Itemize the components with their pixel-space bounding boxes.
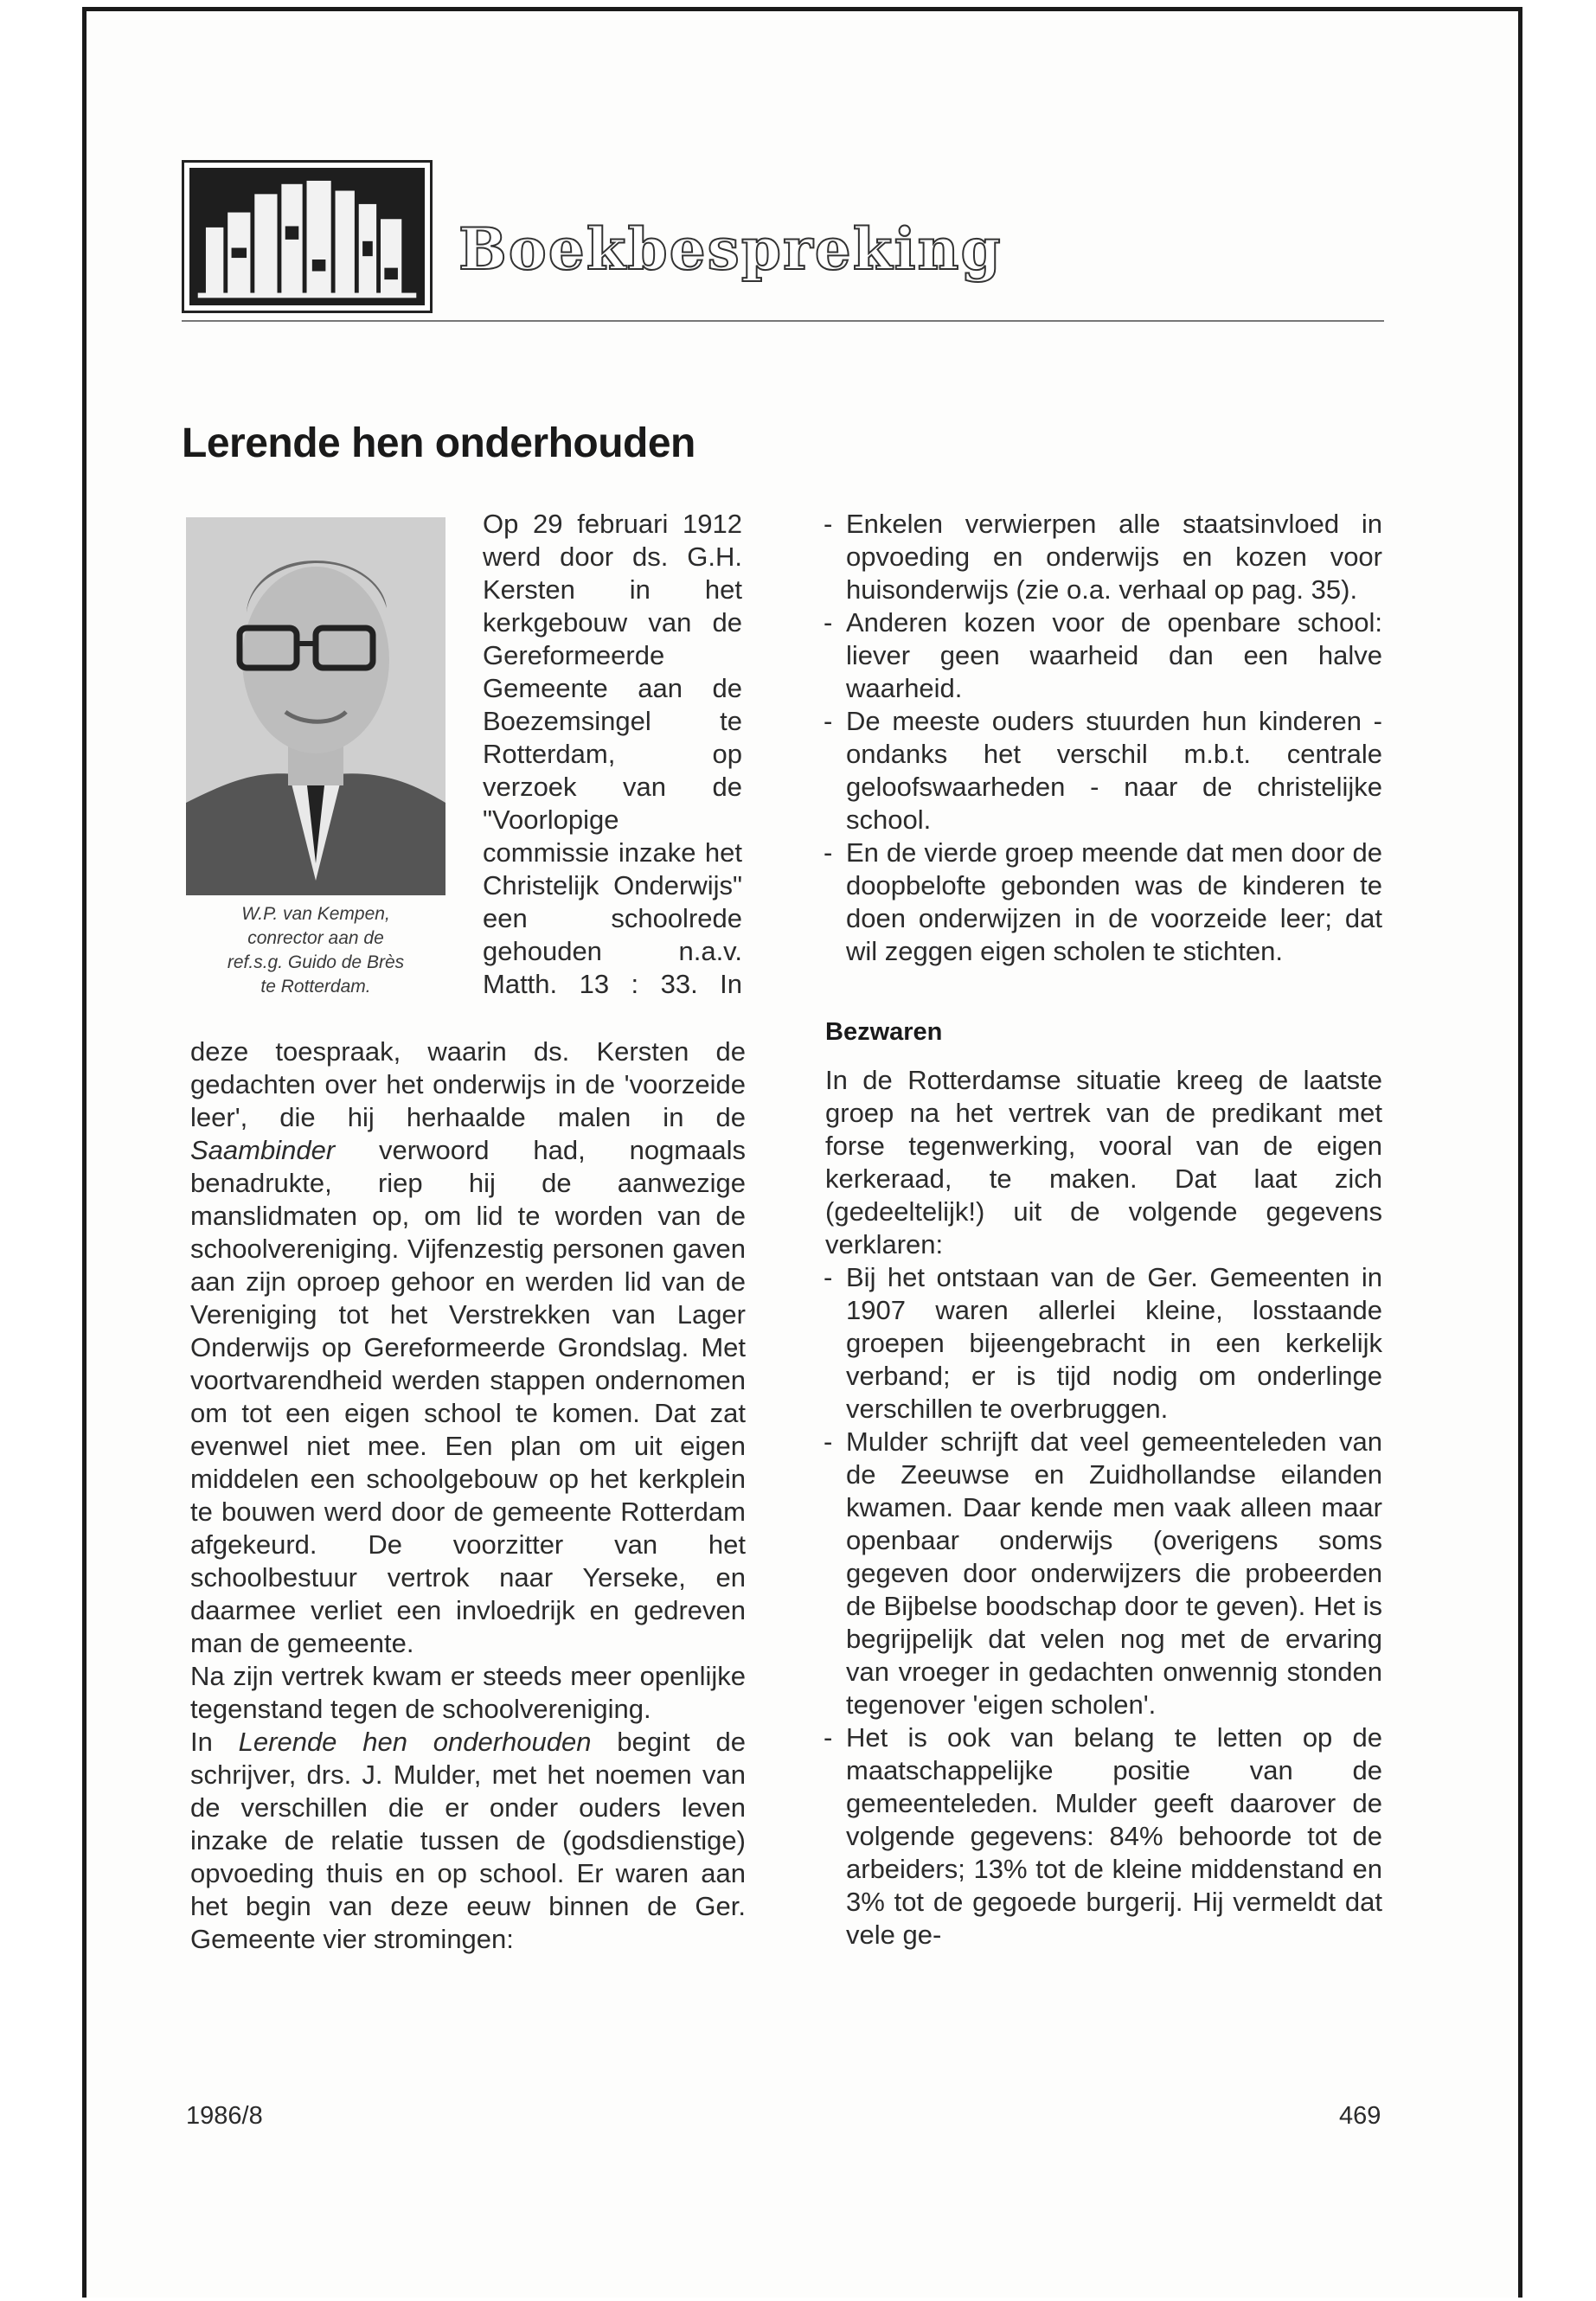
books-on-shelf-icon: [182, 160, 433, 313]
portrait-caption: [173, 902, 458, 999]
body-paragraph-2: Na zijn vertrek kwam er steeds meer openlijke tegenstand tegen de schoolvereniging.: [190, 1661, 746, 1724]
header-divider: [182, 320, 1384, 322]
subheading-bezwaren: Bezwaren: [825, 1018, 943, 1046]
section-title: Boekbespreking: [458, 215, 1003, 283]
caption-line: W.P. van Kempen,: [241, 904, 390, 924]
body-text: begint de schrijver, drs. J. Mulder, met het noemen van de verschillen die er onder ouders leven inzake de relatie tussen de (godsdienstige) opvoeding thuis en op school. Er waren aan het begin van deze eeuw binnen de Ger. Gemeente vier stromingen:: [190, 1727, 747, 1954]
book-title: Lerende hen onderhouden: [238, 1727, 592, 1757]
author-portrait: [186, 517, 445, 895]
body-text: deze toespraak, waarin ds. Kersten de gedachten over het onderwijs in de 'voorzeide leer', die hij herhaalde malen in de: [190, 1036, 746, 1132]
body-text: verwoord had, nogmaals benadrukte, riep hij de aanwezige manslidmaten op, om lid te worden van de schoolvereniging. Vijfenzestig personen gaven aan zijn oproep gehoor en werden lid van de Vereniging tot het Verstrekken van Lager Onderwijs op Gereformeerde Grondslag. Met voortvarendheid werden stappen ondernomen om tot een eigen school te komen. Dat zat evenwel niet mee. Een plan om uit eigen middelen een schoolgebouw op het kerkplein te bouwen werd door de gemeente Rotterdam afgekeurd. De voorzitter van het schoolbestuur vertrok naar Yerseke, en daarmee verliet een invloedrijk en gedreven man de gemeente.: [190, 1135, 746, 1658]
issue-number: 1986/8: [186, 2102, 263, 2130]
body-paragraph-3: [190, 1726, 746, 1956]
left-column: [190, 1035, 746, 1956]
list-item: - De meeste ouders stuurden hun kinderen - ondanks het verschil m.b.t. centrale geloofswaarheden - naar de christelijke school.: [822, 705, 1382, 836]
list-item: - Enkelen verwierpen alle staatsinvloed in opvoeding en onderwijs en kozen voor huisonderwijs (zie o.a. verhaal op pag. 35).: [822, 508, 1382, 606]
list-item: - Mulder schrijft dat veel gemeenteleden van de Zeeuwse en Zuidhollandse eilanden kwamen. Daar kende men vaak alleen maar openbaar onderwijs (overigens soms gegeven door onderwijzers die probeerden de Bijbelse boodschap door te geven). Het is begrijpelijk dat velen nog met de ervaring van vroeger in gedachten onwennig stonden tegenover 'eigen scholen'.: [822, 1426, 1382, 1721]
caption-line: ref.s.g. Guido de Brès: [227, 952, 405, 972]
list-item: - En de vierde groep meende dat men door de doopbelofte gebonden was de kinderen te doen onderwijzen in de voorzeide leer; dat wil zeggen eigen scholen te stichten.: [822, 836, 1382, 968]
list-item: - Anderen kozen voor de openbare school: liever geen waarheid dan een halve waarheid.: [822, 606, 1382, 705]
portrait-image: [186, 517, 445, 895]
books-logo-graphic: [189, 168, 425, 305]
article-title: Lerende hen onderhouden: [182, 420, 695, 466]
body-paragraph-1: [190, 1035, 746, 1660]
caption-line: conrector aan de: [247, 928, 384, 948]
caption-line: te Rotterdam.: [260, 977, 371, 997]
body-text: In: [190, 1727, 239, 1757]
page-number: 469: [1339, 2102, 1381, 2130]
right-column: [822, 508, 1382, 1952]
body-paragraph-4: In de Rotterdamse situatie kreeg de laatste groep na het vertrek van de predikant met forse tegenwerking, vooral van de eigen kerkeraad, te maken. Dat laat zich (gedeeltelijk!) uit de volgende gegevens verklaren:: [825, 1065, 1382, 1259]
intro-wrap-column: [483, 508, 742, 1001]
objections-list: [822, 1261, 1382, 1952]
movements-list: [822, 508, 1382, 968]
list-item: - Bij het ontstaan van de Ger. Gemeenten in 1907 waren allerlei kleine, losstaande groepen bijeengebracht in een kerkelijk verband; er is tijd nodig om onderlinge verschillen te overbruggen.: [822, 1261, 1382, 1426]
list-item: - Het is ook van belang te letten op de maatschappelijke positie van de gemeenteleden. Mulder geeft daarover de volgende gegevens: 84% behoorde tot de arbeiders; 13% tot de kleine middenstand en 3% tot de gegoede burgerij. Hij vermeldt dat vele ge-: [822, 1721, 1382, 1952]
intro-paragraph: Op 29 februari 1912 werd door ds. G.H. Kersten in het kerkgebouw van de Gereformeerde Gemeente aan de Boezemsingel te Rotterdam, op verzoek van de "Voorlopige commissie inzake het Christelijk Onderwijs" een schoolrede gehouden n.a.v. Matth. 13 : 33. In: [483, 509, 742, 999]
saambinder-title: Saambinder: [190, 1135, 336, 1165]
